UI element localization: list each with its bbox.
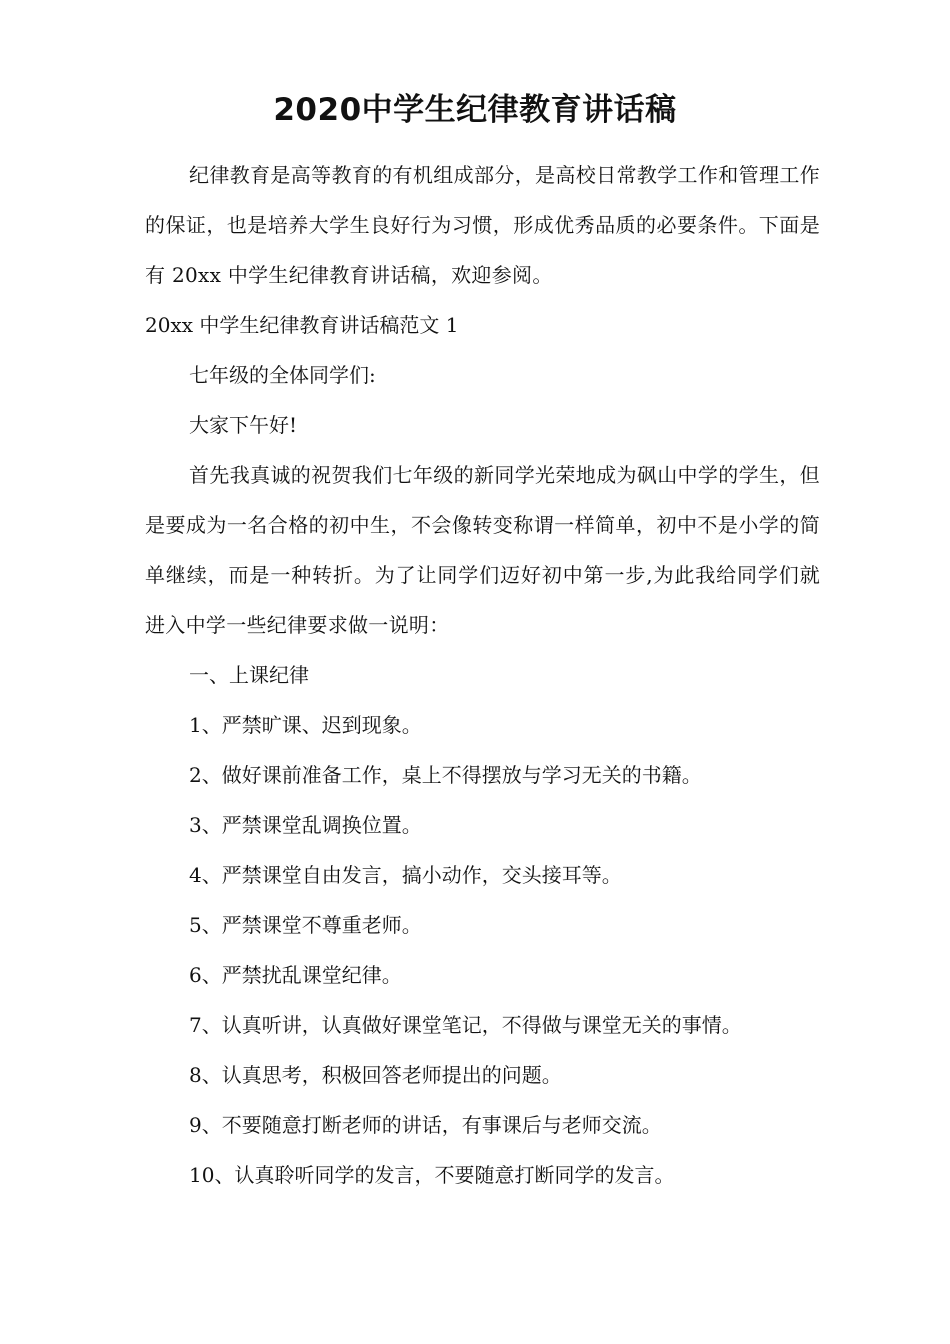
rule-item: 10、认真聆听同学的发言，不要随意打断同学的发言。	[189, 1163, 675, 1187]
salutation: 七年级的全体同学们:	[189, 363, 376, 387]
section-heading: 20xx 中学生纪律教育讲话稿范文 1	[145, 313, 459, 337]
document-body	[145, 150, 820, 1200]
greeting: 大家下午好!	[189, 413, 298, 437]
rule-item: 7、认真听讲，认真做好课堂笔记，不得做与课堂无关的事情。	[189, 1013, 742, 1037]
rule-item: 9、不要随意打断老师的讲话，有事课后与老师交流。	[189, 1113, 662, 1137]
rule-item: 1、严禁旷课、迟到现象。	[189, 713, 422, 737]
rule-item: 3、严禁课堂乱调换位置。	[189, 813, 422, 837]
rule-item: 8、认真思考，积极回答老师提出的问题。	[189, 1063, 562, 1087]
main-paragraph: 首先我真诚的祝贺我们七年级的新同学光荣地成为砜山中学的学生，但是要成为一名合格的初中生，不会像转变称谓一样简单，初中不是小学的简单继续，而是一种转折。为了让同学们迈好初中第一步,为此我给同学们就进入中学一些纪律要求做一说明：	[145, 463, 820, 637]
rule-item: 6、严禁扰乱课堂纪律。	[189, 963, 402, 987]
rule-item: 4、严禁课堂自由发言，搞小动作，交头接耳等。	[189, 863, 622, 887]
subheading-class-discipline: 一、上课纪律	[189, 663, 309, 687]
intro-paragraph: 纪律教育是高等教育的有机组成部分，是高校日常教学工作和管理工作的保证，也是培养大学生良好行为习惯，形成优秀品质的必要条件。下面是有 20xx 中学生纪律教育讲话稿，欢迎参阅。	[145, 163, 820, 287]
rule-item: 2、做好课前准备工作，桌上不得摆放与学习无关的书籍。	[189, 763, 702, 787]
rule-item: 5、严禁课堂不尊重老师。	[189, 913, 422, 937]
document-title: 2020中学生纪律教育讲话稿	[273, 92, 677, 128]
